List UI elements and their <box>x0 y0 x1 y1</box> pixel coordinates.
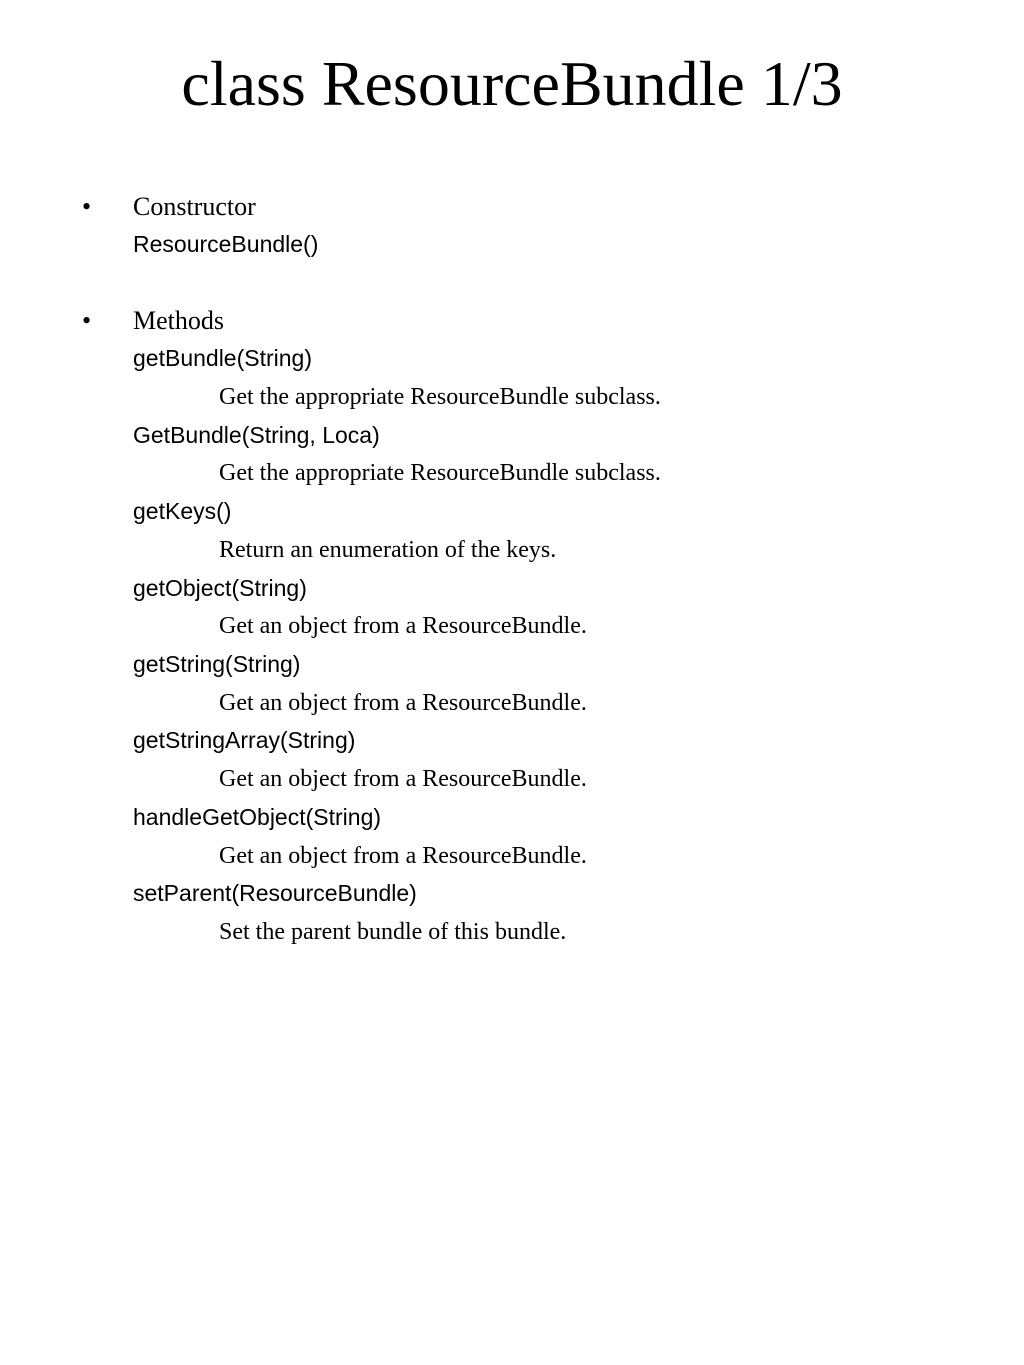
method-description: Get an object from a ResourceBundle. <box>219 613 587 639</box>
method-signature: getStringArray(String) <box>133 727 356 753</box>
method-signature: getString(String) <box>133 651 301 677</box>
method-description: Get an object from a ResourceBundle. <box>219 766 587 792</box>
method-description: Get an object from a ResourceBundle. <box>219 843 587 869</box>
method-signature: GetBundle(String, Loca) <box>133 422 380 448</box>
method-description: Get an object from a ResourceBundle. <box>219 690 587 716</box>
method-description: Set the parent bundle of this bundle. <box>219 919 567 945</box>
slide-title: class ResourceBundle 1/3 <box>181 48 843 119</box>
method-signature: getBundle(String) <box>133 345 312 371</box>
bullet-constructor: • <box>82 192 92 221</box>
method-signature: getObject(String) <box>133 575 307 601</box>
method-signature: getKeys() <box>133 498 232 524</box>
method-description: Get the appropriate ResourceBundle subclass. <box>219 384 661 410</box>
method-description: Return an enumeration of the keys. <box>219 537 557 563</box>
constructor-signature: ResourceBundle() <box>133 231 319 257</box>
bullet-methods: • <box>82 306 92 335</box>
constructor-heading: Constructor <box>133 192 256 221</box>
method-signature: handleGetObject(String) <box>133 804 382 830</box>
methods-heading: Methods <box>133 306 224 335</box>
method-signature: setParent(ResourceBundle) <box>133 880 417 906</box>
method-description: Get the appropriate ResourceBundle subclass. <box>219 460 661 486</box>
